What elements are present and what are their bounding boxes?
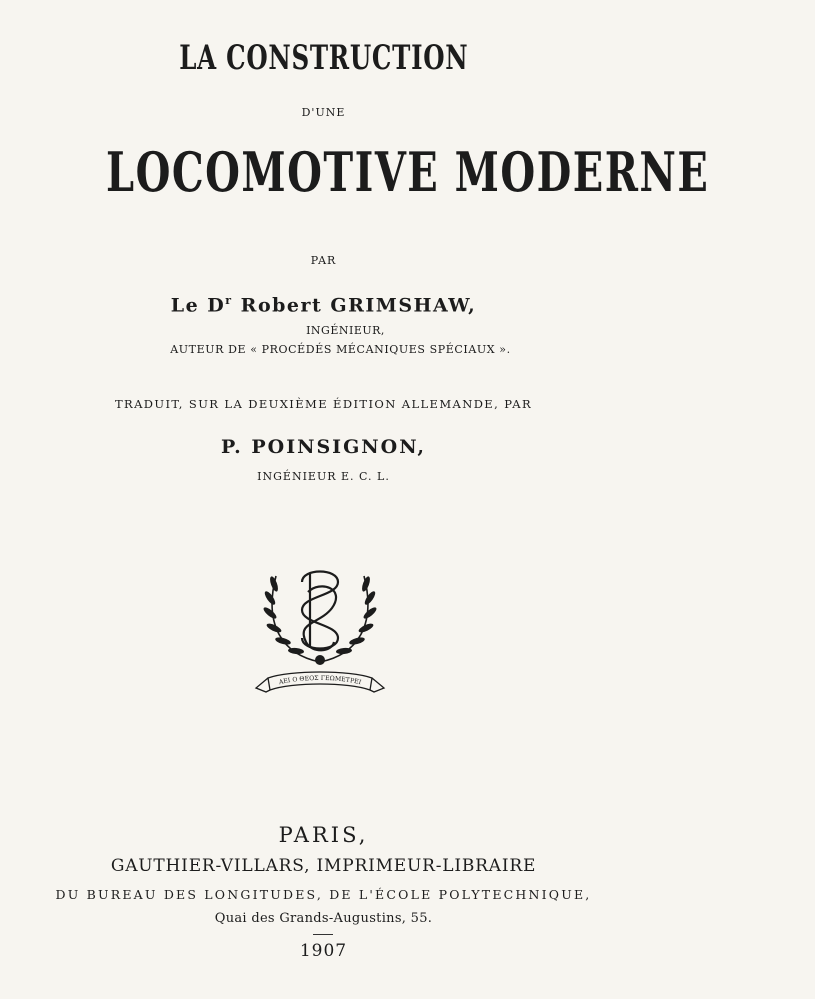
author-prefix-sup: r [225, 294, 233, 307]
translation-note: TRADUIT, SUR LA DEUXIÈME ÉDITION ALLEMANDE, PAR [114, 397, 533, 411]
author-line [0, 294, 647, 316]
imprint-affiliation: DU BUREAU DES LONGITUDES, DE L'ÉCOLE POLYTECHNIQUE, [55, 887, 592, 902]
translator-name: P. POINSIGNON, [221, 436, 426, 458]
emblem-motto: ΑΕΙ Ο ΘΕΟΣ ΓΕΩΜΕΤΡΕΙ [278, 674, 362, 687]
title-line-2 [0, 140, 710, 204]
author-name: Robert GRIMSHAW, [232, 294, 477, 317]
author-role: INGÉNIEUR, [306, 324, 385, 337]
author-prefix: Le D [170, 294, 226, 317]
title-line-1 [0, 38, 647, 78]
imprint-publisher: GAUTHIER-VILLARS, IMPRIMEUR-LIBRAIRE [110, 856, 537, 876]
byline-par: PAR [310, 254, 337, 267]
title-line-2-text: LOCOMOTIVE MODERNE [105, 140, 710, 204]
imprint-divider [313, 934, 333, 935]
imprint-address: Quai des Grands-Augustins, 55. [214, 911, 433, 926]
author-work: AUTEUR DE « PROCÉDÉS MÉCANIQUES SPÉCIAUX ». [170, 343, 511, 356]
title-line-1-text: LA CONSTRUCTION [178, 38, 469, 78]
translator-role: INGÉNIEUR E. C. L. [257, 470, 390, 483]
title-connector: D'UNE [301, 106, 346, 119]
publisher-monogram-emblem-icon [250, 562, 390, 704]
imprint-city: PARIS, [278, 823, 369, 847]
imprint-year: 1907 [299, 941, 348, 961]
